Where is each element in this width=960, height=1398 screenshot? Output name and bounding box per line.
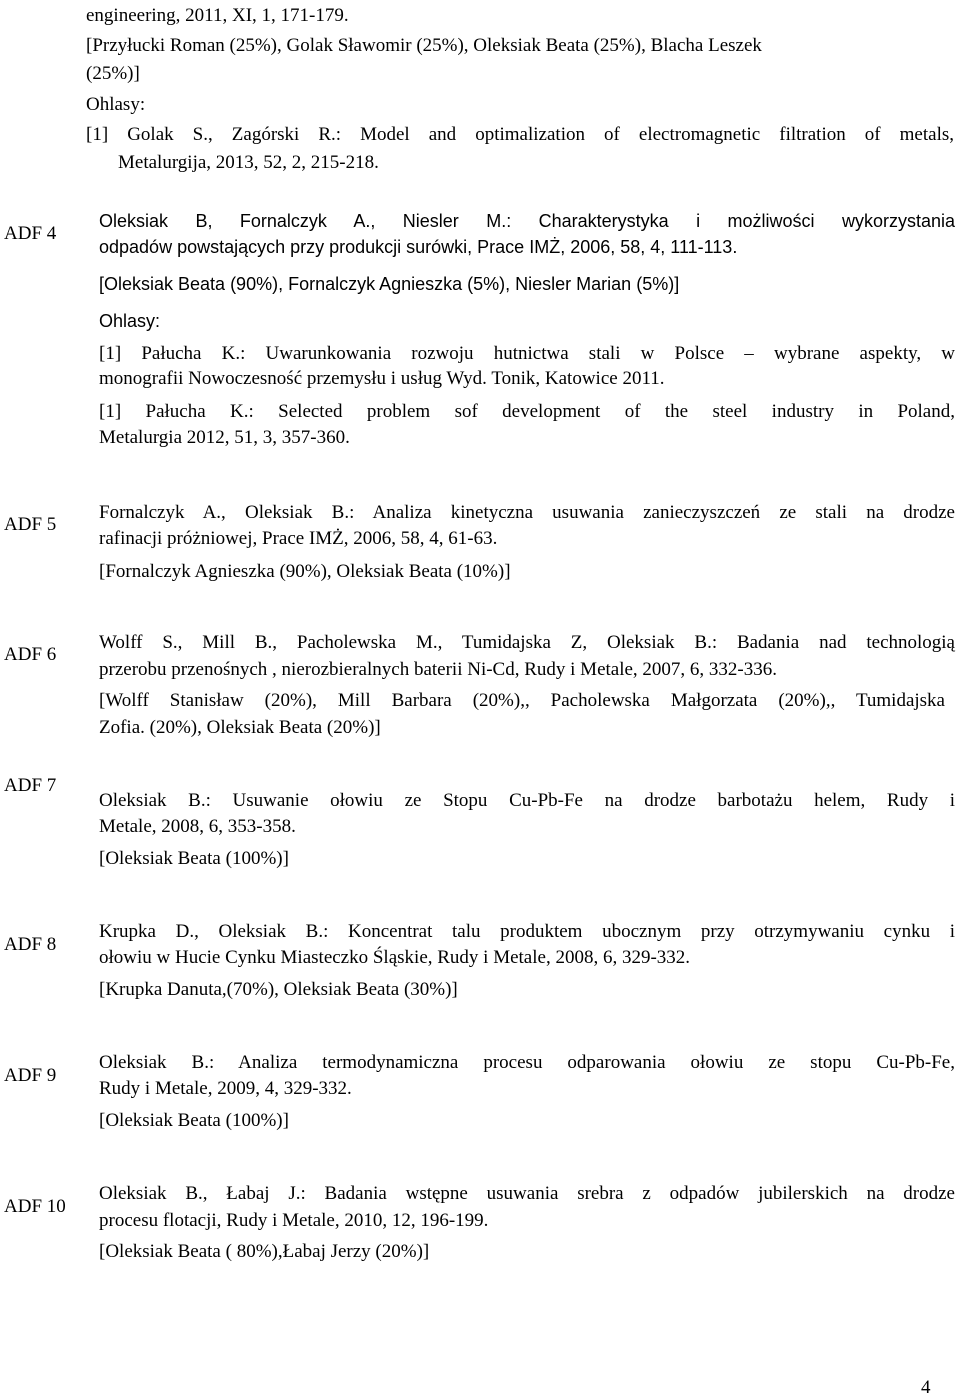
entry-label: ADF 5 xyxy=(4,514,57,535)
authors-share-line: [Oleksiak Beata (100%)] xyxy=(99,1110,289,1131)
publication-line: Wolff S., Mill B., Pacholewska M., Tumidajska Z, Oleksiak B.: Badania nad technologią xyxy=(99,632,955,653)
publication-line: procesu flotacji, Rudy i Metale, 2010, 12, 196-199. xyxy=(99,1210,489,1231)
authors-share-line: (25%)] xyxy=(86,63,140,84)
citation-line: Metalurgija, 2013, 52, 2, 215-218. xyxy=(118,152,379,173)
publication-line: rafinacji próżniowej, Prace IMŻ, 2006, 58, 4, 61-63. xyxy=(99,528,498,549)
citation-line: Metalurgia 2012, 51, 3, 357-360. xyxy=(99,427,350,448)
citation-line: [1] Pałucha K.: Selected problem sof development of the steel industry in Poland, xyxy=(99,401,955,422)
authors-share-line: [Oleksiak Beata (100%)] xyxy=(99,848,289,869)
authors-share-line: [Krupka Danuta,(70%), Oleksiak Beata (30%)] xyxy=(99,979,458,1000)
entry-label: ADF 8 xyxy=(4,934,57,955)
citation-line: [1] Golak S., Zagórski R.: Model and optimalization of electromagnetic filtration of metals, xyxy=(86,124,954,145)
citation-line: monografii Nowoczesność przemysłu i usług Wyd. Tonik, Katowice 2011. xyxy=(99,368,665,389)
authors-share-line: [Przyłucki Roman (25%), Golak Sławomir (25%), Oleksiak Beata (25%), Blacha Leszek xyxy=(86,35,762,56)
entry-continuation-line: engineering, 2011, XI, 1, 171-179. xyxy=(86,5,349,26)
publication-line: Oleksiak B.: Analiza termodynamiczna procesu odparowania ołowiu ze stopu Cu-Pb-Fe, xyxy=(99,1052,955,1073)
publication-line: Oleksiak B.: Usuwanie ołowiu ze Stopu Cu-Pb-Fe na drodze barbotażu helem, Rudy i xyxy=(99,790,955,811)
citation-line: [1] Pałucha K.: Uwarunkowania rozwoju hutnictwa stali w Polsce – wybrane aspekty, w xyxy=(99,343,955,364)
publication-line: Fornalczyk A., Oleksiak B.: Analiza kinetyczna usuwania zanieczyszczeń ze stali na drodze xyxy=(99,502,955,523)
page-number: 4 xyxy=(921,1377,931,1398)
entry-label: ADF 6 xyxy=(4,644,57,665)
authors-share-line: [Oleksiak Beata ( 80%),Łabaj Jerzy (20%)] xyxy=(99,1241,430,1262)
entry-label: ADF 10 xyxy=(4,1196,66,1217)
entry-label: ADF 7 xyxy=(4,775,57,796)
authors-share-line: [Oleksiak Beata (90%), Fornalczyk Agnieszka (5%), Niesler Marian (5%)] xyxy=(99,274,680,294)
citations-heading: Ohlasy: xyxy=(86,94,146,115)
citations-heading: Ohlasy: xyxy=(99,311,161,331)
publication-line: Oleksiak B., Łabaj J.: Badania wstępne usuwania srebra z odpadów jubilerskich na drodze xyxy=(99,1183,955,1204)
entry-label: ADF 4 xyxy=(4,223,57,244)
publication-line: Oleksiak B, Fornalczyk A., Niesler M.: Charakterystyka i możliwości wykorzystania xyxy=(99,211,955,231)
entry-label: ADF 9 xyxy=(4,1065,57,1086)
publication-line: Rudy i Metale, 2009, 4, 329-332. xyxy=(99,1078,352,1099)
authors-share-line: Zofia. (20%), Oleksiak Beata (20%)] xyxy=(99,717,381,738)
authors-share-line: [Fornalczyk Agnieszka (90%), Oleksiak Beata (10%)] xyxy=(99,561,511,582)
authors-share-line: [Wolff Stanisław (20%), Mill Barbara (20%),, Pacholewska Małgorzata (20%),, Tumidajska xyxy=(99,690,945,711)
publication-line: ołowiu w Hucie Cynku Miasteczko Śląskie, Rudy i Metale, 2008, 6, 329-332. xyxy=(99,947,691,968)
publication-line: odpadów powstających przy produkcji surówki, Prace IMŻ, 2006, 58, 4, 111-113. xyxy=(99,237,738,257)
publication-line: Krupka D., Oleksiak B.: Koncentrat talu produktem ubocznym przy otrzymywaniu cynku i xyxy=(99,921,955,942)
publication-line: Metale, 2008, 6, 353-358. xyxy=(99,816,296,837)
publication-line: przerobu przenośnych , nierozbieralnych baterii Ni-Cd, Rudy i Metale, 2007, 6, 332-336. xyxy=(99,659,778,680)
